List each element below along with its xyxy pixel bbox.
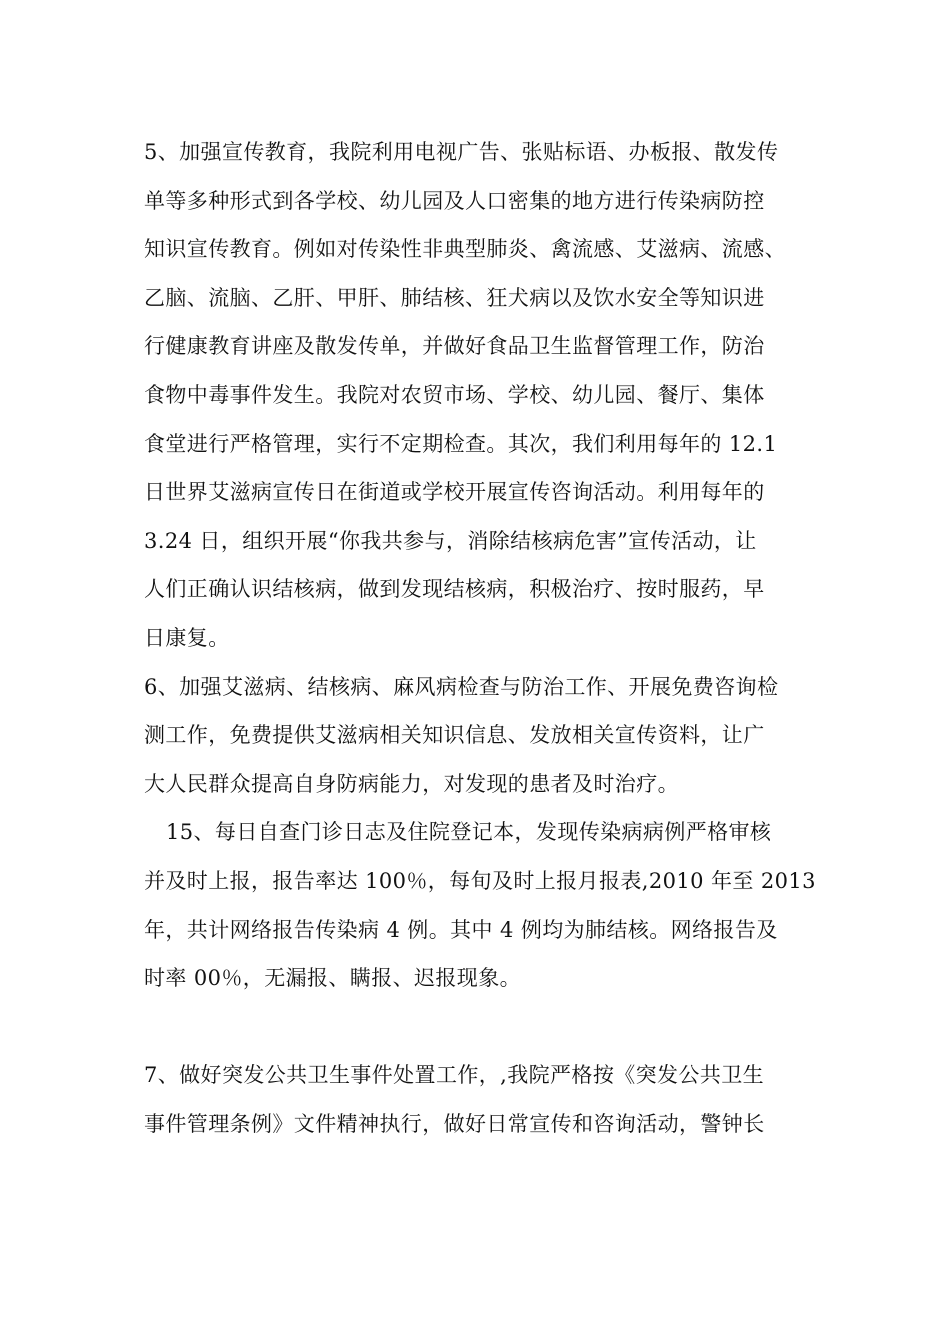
- text-line: 15、每日自查门诊日志及住院登记本，发现传染病病例严格审核: [166, 820, 772, 845]
- paragraph-gap: [144, 1003, 816, 1052]
- text-line: 日世界艾滋病宣传日在街道或学校开展宣传咨询活动。利用每年的: [144, 480, 765, 505]
- paragraph-5: [144, 128, 816, 663]
- paragraph-7: [144, 1051, 816, 1148]
- text-line: 7、做好突发公共卫生事件处置工作，,我院严格按《突发公共卫生: [144, 1063, 765, 1088]
- text-line: 乙脑、流脑、乙肝、甲肝、肺结核、狂犬病以及饮水安全等知识进: [144, 285, 765, 310]
- text-line: 大人民群众提高自身防病能力，对发现的患者及时治疗。: [144, 771, 679, 796]
- text-line: 人们正确认识结核病，做到发现结核病，积极治疗、按时服药，早: [144, 577, 765, 602]
- text-line: 食物中毒事件发生。我院对农贸市场、学校、幼儿园、餐厅、集体: [144, 382, 765, 407]
- text-line: 单等多种形式到各学校、幼儿园及人口密集的地方进行传染病防控: [144, 188, 765, 213]
- text-line: 测工作，免费提供艾滋病相关知识信息、发放相关宣传资料，让广: [144, 723, 765, 748]
- text-line: 食堂进行严格管理，实行不定期检查。其次，我们利用每年的 12.1: [144, 431, 778, 456]
- text-line: 行健康教育讲座及散发传单，并做好食品卫生监督管理工作，防治: [144, 334, 765, 359]
- text-line: 3.24 日，组织开展“你我共参与，消除结核病危害”宣传活动，让: [144, 528, 757, 553]
- text-line: 5、加强宣传教育，我院利用电视广告、张贴标语、办板报、散发传: [144, 140, 779, 164]
- paragraph-6: [144, 663, 816, 809]
- text-line: 知识宣传教育。例如对传染性非典型肺炎、禽流感、艾滋病、流感、: [144, 237, 786, 262]
- text-line: 事件管理条例》文件精神执行，做好日常宣传和咨询活动，警钟长: [144, 1111, 765, 1136]
- text-line: 时率 00％，无漏报、瞒报、迟报现象。: [144, 966, 521, 991]
- document-body: [144, 128, 816, 1148]
- text-line: 日康复。: [144, 625, 230, 650]
- text-line: 并及时上报，报告率达 100％，每旬及时上报月报表,2010 年至 2013: [144, 868, 816, 893]
- paragraph-15: [144, 808, 816, 1002]
- text-line: 6、加强艾滋病、结核病、麻风病检查与防治工作、开展免费咨询检: [144, 674, 779, 699]
- text-line: 年，共计网络报告传染病 4 例。其中 4 例均为肺结核。网络报告及: [144, 917, 778, 942]
